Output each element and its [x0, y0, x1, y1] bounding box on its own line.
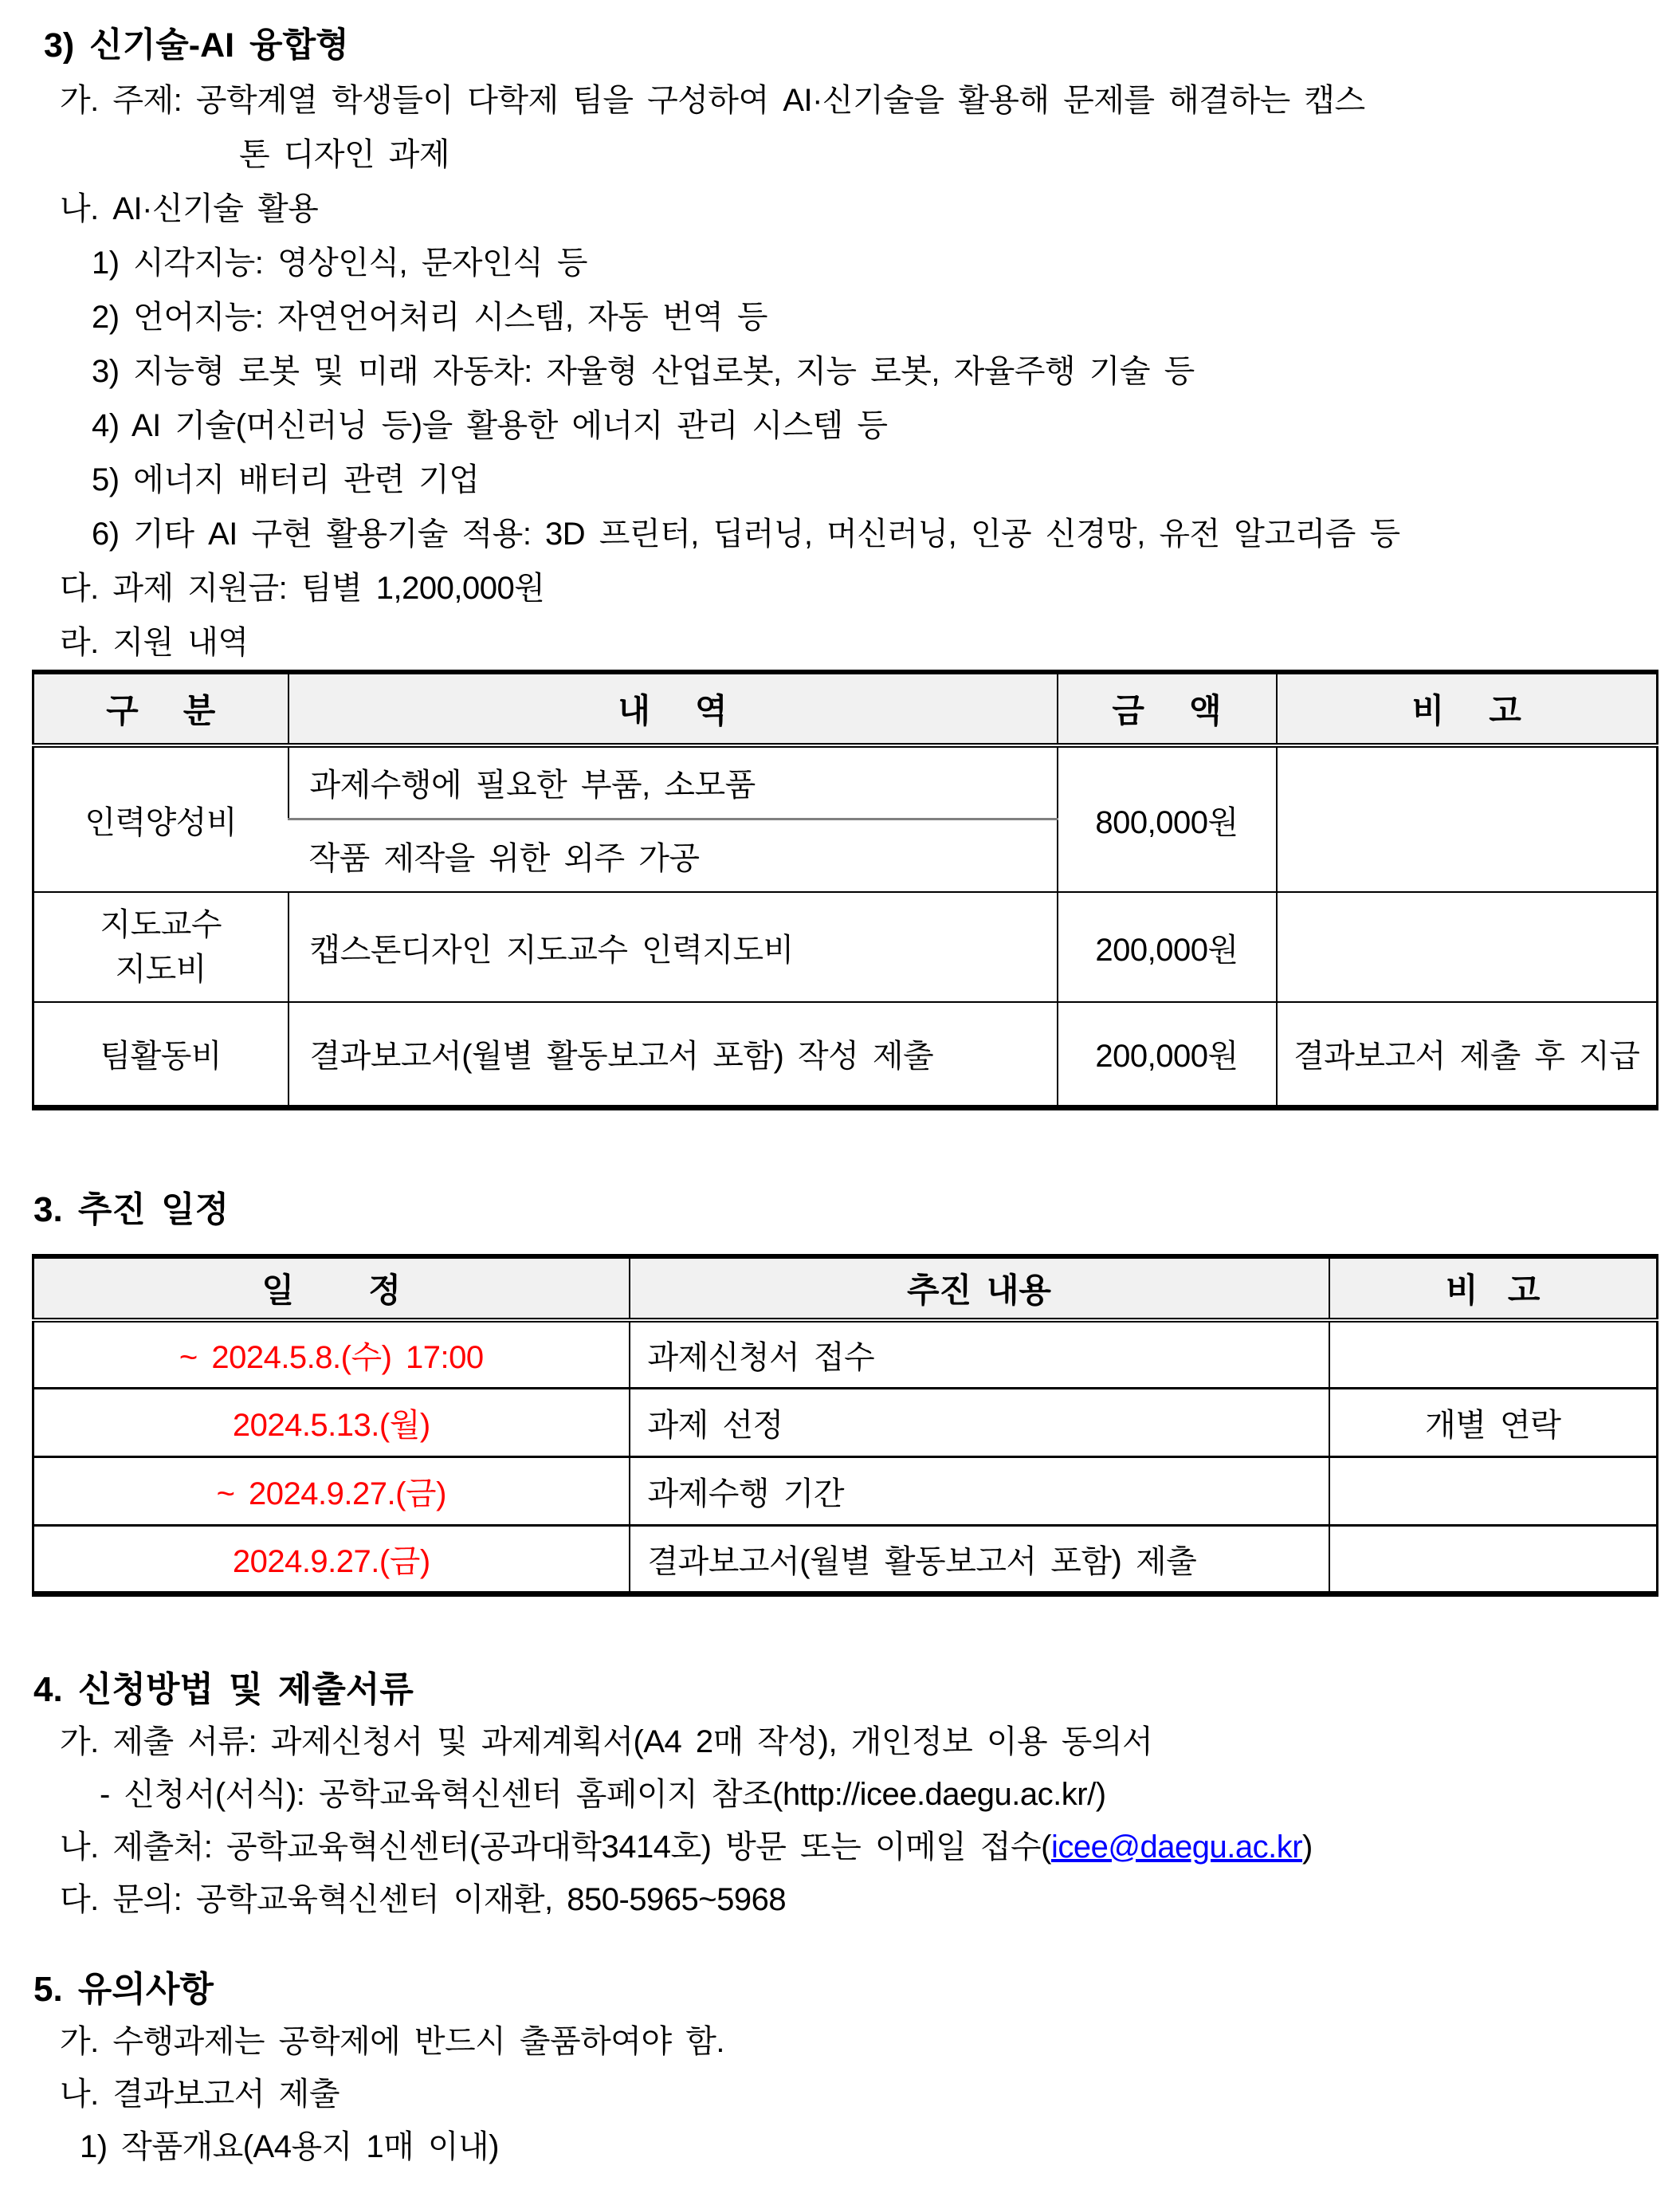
support-header-note: 비 고: [1277, 672, 1658, 745]
schedule-header-content: 추진 내용: [630, 1256, 1329, 1320]
support-cell-note-hr: [1277, 745, 1658, 892]
support-cell-amount-hr: 800,000원: [1058, 745, 1277, 892]
table-row: [33, 892, 1658, 1002]
support-header-detail: 내 역: [289, 672, 1058, 745]
intro-section: [0, 0, 1680, 670]
schedule-cell-content: 과제신청서 접수: [630, 1320, 1329, 1389]
schedule-header-note: 비 고: [1329, 1256, 1658, 1320]
support-cell-category-prof: [33, 892, 289, 1002]
application-line-na-suffix: ): [1302, 1830, 1313, 1865]
notes-line-na: 나. 결과보고서 제출: [60, 2077, 340, 2112]
intro-item-1: 1) 시각지능: 영상인식, 문자인식 등: [92, 246, 588, 281]
notes-section: [0, 1964, 1680, 2173]
intro-item-4: 4) AI 기술(머신러닝 등)을 활용한 에너지 관리 시스템 등: [92, 408, 888, 443]
schedule-cell-date: ~ 2024.9.27.(금): [33, 1457, 630, 1526]
support-cell-detail-team: 결과보고서(월별 활동보고서 포함) 작성 제출: [289, 1002, 1058, 1107]
schedule-cell-date: 2024.9.27.(금): [33, 1526, 630, 1594]
table-row: [33, 1526, 1658, 1594]
intro-line-ga-cont: 톤 디자인 과제: [239, 137, 450, 172]
schedule-table-header-row: [33, 1256, 1658, 1320]
table-row: [33, 1457, 1658, 1526]
application-line-dash: - 신청서(서식): 공학교육혁신센터 홈페이지 참조(http://icee.daegu.ac.kr/): [100, 1777, 1106, 1812]
application-line-da: 다. 문의: 공학교육혁신센터 이재환, 850-5965~5968: [60, 1882, 787, 1917]
schedule-cell-note: [1329, 1320, 1658, 1389]
schedule-cell-date: ~ 2024.5.8.(수) 17:00: [179, 1339, 484, 1375]
schedule-cell-content: 과제 선정: [630, 1389, 1329, 1457]
intro-heading: 3) 신기술-AI 융합형: [44, 26, 349, 65]
email-link[interactable]: icee@daegu.ac.kr: [1051, 1830, 1303, 1865]
application-section: [0, 1664, 1680, 1926]
schedule-cell-note: [1329, 1526, 1658, 1594]
support-table: [32, 670, 1658, 1110]
application-line-na-prefix: 나. 제출처: 공학교육혁신센터(공과대학3414호) 방문 또는 이메일 접수(: [60, 1830, 1051, 1865]
table-row: [33, 1389, 1658, 1457]
intro-line-na: 나. AI·신기술 활용: [60, 191, 319, 226]
schedule-cell-content: 결과보고서(월별 활동보고서 포함) 제출: [630, 1526, 1329, 1594]
schedule-cell-note: 개별 연락: [1329, 1389, 1658, 1457]
support-cell-amount-team: 200,000원: [1058, 1002, 1277, 1107]
support-cell-note-prof: [1277, 892, 1658, 1002]
schedule-table: [32, 1254, 1658, 1598]
support-table-header-row: [33, 672, 1658, 745]
support-cell-detail-prof: 캡스톤디자인 지도교수 인력지도비: [289, 892, 1058, 1002]
schedule-cell-date: 2024.5.13.(월): [33, 1389, 630, 1457]
support-cell-category-hr: 인력양성비: [84, 804, 237, 840]
schedule-cell-note: [1329, 1457, 1658, 1526]
intro-item-2: 2) 언어지능: 자연언어처리 시스템, 자동 번역 등: [92, 300, 767, 335]
intro-item-6: 6) 기타 AI 구현 활용기술 적용: 3D 프린터, 딥러닝, 머신러닝, 인공 신경망, 유전 알고리즘 등: [92, 517, 1400, 552]
notes-line-ga: 가. 수행과제는 공학제에 반드시 출품하여야 함.: [60, 2024, 724, 2059]
intro-line-ga: 가. 주제: 공학계열 학생들이 다학제 팀을 구성하여 AI·신기술을 활용해 문제를 해결하는 캡스: [60, 83, 1365, 118]
table-row: [33, 1320, 1658, 1389]
table-row: [33, 1002, 1658, 1107]
schedule-header-date: 일 정: [33, 1256, 630, 1320]
table-row: [33, 745, 1658, 819]
support-cell-note-team: 결과보고서 제출 후 지급: [1277, 1002, 1658, 1107]
support-header-amount: 금 액: [1058, 672, 1277, 745]
support-header-category: 구 분: [33, 672, 289, 745]
intro-item-5: 5) 에너지 배터리 관련 기업: [92, 462, 480, 497]
schedule-cell-content: 과제수행 기간: [630, 1457, 1329, 1526]
application-line-na: [60, 1821, 1680, 1873]
category-line-1: 지도교수: [100, 907, 222, 942]
support-cell-detail-outsourcing: 작품 제작을 위한 외주 가공: [308, 840, 700, 876]
support-cell-amount-prof: 200,000원: [1058, 892, 1277, 1002]
category-line-2: 지도비: [115, 952, 206, 987]
notes-heading: 5. 유의사항: [33, 1970, 214, 2009]
intro-line-ra: 라. 지원 내역: [60, 625, 249, 660]
application-heading: 4. 신청방법 및 제출서류: [33, 1670, 414, 1709]
intro-item-3: 3) 지능형 로봇 및 미래 자동차: 자율형 산업로봇, 지능 로봇, 자율주행 기술 등: [92, 354, 1195, 389]
intro-line-da: 다. 과제 지원금: 팀별 1,200,000원: [60, 571, 545, 606]
schedule-heading: 3. 추진 일정: [33, 1189, 230, 1229]
support-cell-detail-parts: 과제수행에 필요한 부품, 소모품: [289, 745, 1058, 819]
notes-line-1: 1) 작품개요(A4용지 1매 이내): [80, 2129, 499, 2164]
support-cell-category-team: 팀활동비: [33, 1002, 289, 1107]
application-line-ga: 가. 제출 서류: 과제신청서 및 과제계획서(A4 2매 작성), 개인정보 이용 동의서: [60, 1724, 1153, 1759]
